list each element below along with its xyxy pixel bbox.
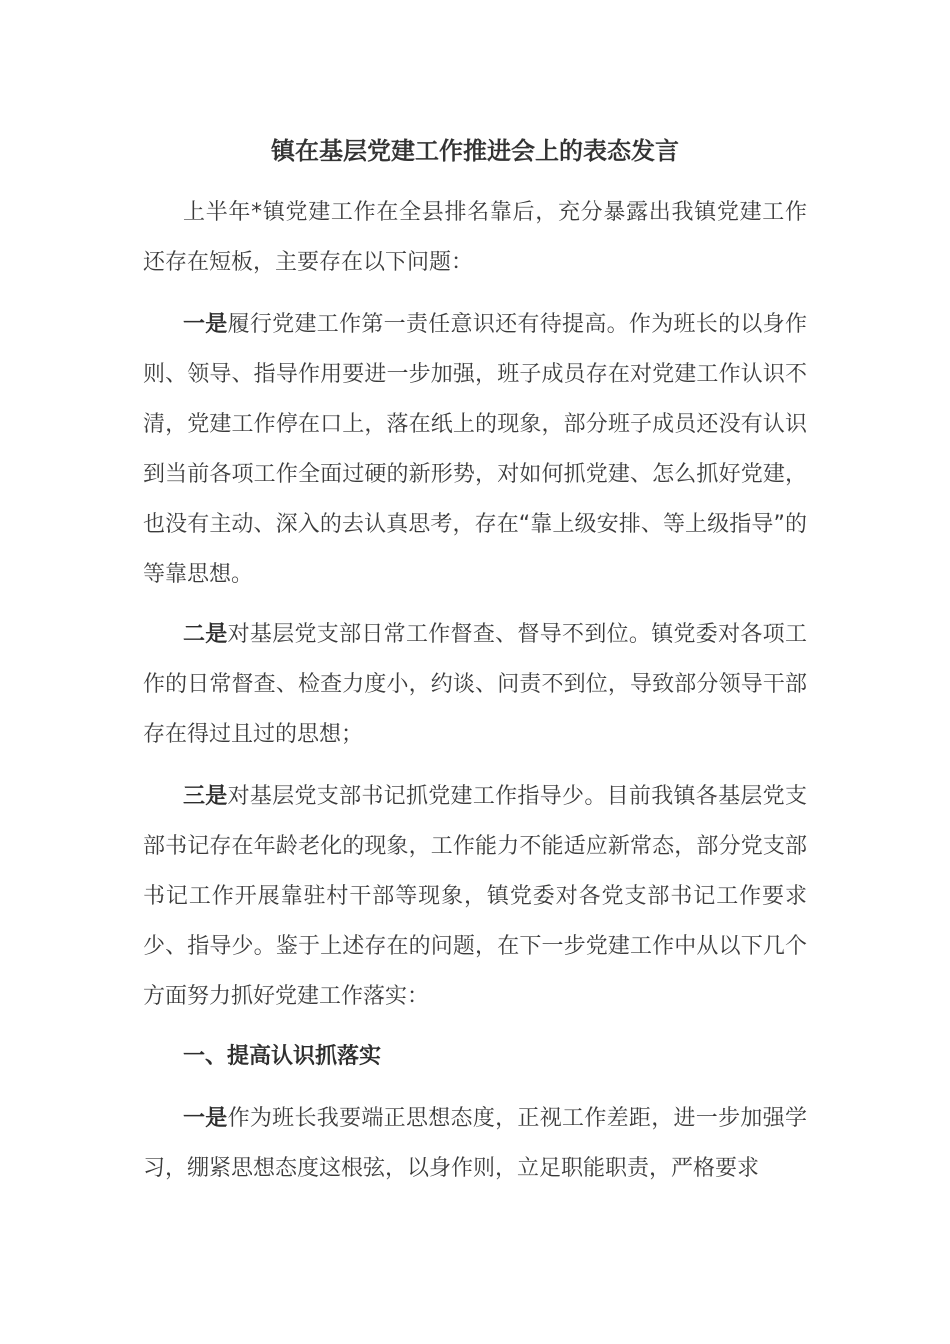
section-1-item-1-text: 作为班长我要端正思想态度，正视工作差距，进一步加强学习，绷紧思想态度这根弦，以身作则，立足职能职责，严格要求 (143, 1106, 807, 1181)
problem-2-lead: 二是 (183, 622, 228, 647)
problem-paragraph-1 (143, 300, 807, 600)
section-1-item-1 (143, 1094, 807, 1194)
section-1-heading: 一、提高认识抓落实 (183, 1044, 382, 1069)
problem-paragraph-2 (143, 610, 807, 760)
document-title: 镇在基层党建工作推进会上的表态发言 (271, 137, 679, 165)
problem-2-text: 对基层党支部日常工作督查、督导不到位。镇党委对各项工作的日常督查、检查力度小，约谈、问责不到位，导致部分领导干部存在得过且过的思想； (143, 622, 807, 747)
problem-1-text: 履行党建工作第一责任意识还有待提高。作为班长的以身作则、领导、指导作用要进一步加强，班子成员存在对党建工作认识不清，党建工作停在口上，落在纸上的现象，部分班子成员还没有认识到当前各项工作全面过硬的新形势，对如何抓党建、怎么抓好党建，也没有主动、深入的去认真思考，存在“靠上级安排、等上级指导”的等靠思想。 (143, 312, 807, 587)
problem-3-text: 对基层党支部书记抓党建工作指导少。目前我镇各基层党支部书记存在年龄老化的现象，工作能力不能适应新常态，部分党支部书记工作开展靠驻村干部等现象，镇党委对各党支部书记工作要求少、指导少。鉴于上述存在的问题，在下一步党建工作中从以下几个方面努力抓好党建工作落实： (143, 784, 807, 1009)
problem-1-lead: 一是 (183, 312, 228, 337)
problem-3-lead: 三是 (183, 784, 228, 809)
problem-paragraph-3 (143, 772, 807, 1022)
intro-paragraph: 上半年*镇党建工作在全县排名靠后，充分暴露出我镇党建工作还存在短板，主要存在以下问题： (143, 200, 807, 275)
section-1-item-1-lead: 一是 (183, 1106, 228, 1131)
